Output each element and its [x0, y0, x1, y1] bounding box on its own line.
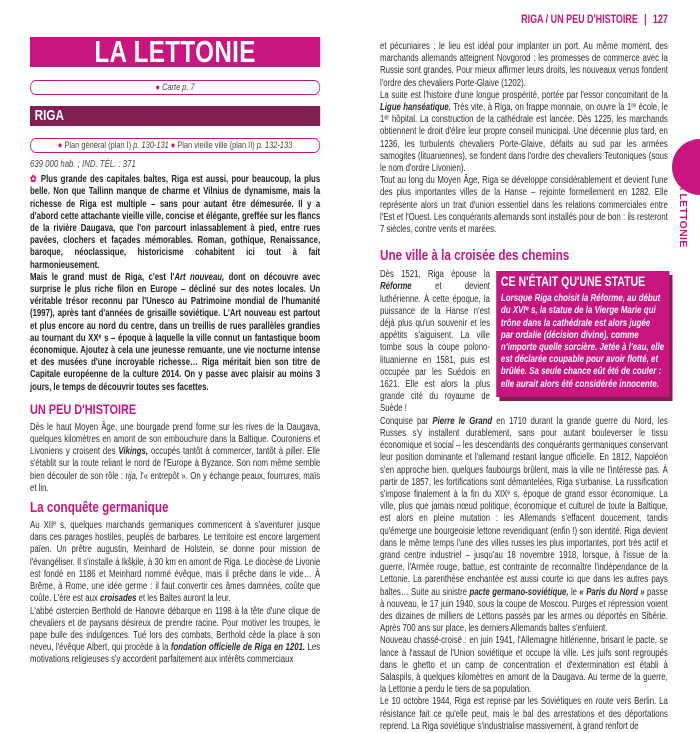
- paragraph: [30, 272, 320, 394]
- paragraph: [30, 422, 320, 495]
- text-run: passe à nouveau, le 17 juin 1940, sous la coupe de Moscou. Purges et répression voient des dizaines de milliers de Lettons passés par les armes ou déportés en Sibérie. Après 700 ans sur place, les derniers Allemands baltes s'enfuient.: [380, 586, 668, 635]
- bullet-icon: ●: [170, 140, 176, 151]
- text-run: Le 10 octobre 1944, Riga est reprise par les Soviétiques en route vers Berlin. La résistance fait ce qu'elle peut, mais le bal des arrestations et des déportations reprend. La Riga soviétique s'industrialise massivement, à grand renfort de: [380, 696, 668, 732]
- text-run: Nouveau chassé-croisé : en juin 1941, l'Allemagne hitlérienne, brisant le pacte, se lance à l'assaut de l'Union soviétique et occupe la ville. Les juifs sont regroupés dans le ghetto et un camp de concentration et d'extermination est établi à Salaspils, à quelques kilomètres en amont de la Daugava. Au terme de la guerre, la Lettonie a perdu le tiers de sa population.: [380, 635, 668, 696]
- plan-old-town-page[interactable]: p. 132-133: [256, 140, 293, 151]
- text-run: Tout au long du Moyen Âge, Riga se développe considérablement et devient l'une des plus importantes villes de la Hanse – rejointe formellement en 1282. Elle représente alors un trait d'union essentiel dans les relations commerciales entre l'Est et l'Ouest. Les conquérants allemands sont installés pour de bon : ils resteront 7 siècles, contre vents et marées.: [380, 175, 668, 236]
- header-separator: |: [644, 14, 647, 26]
- emphasized-text: Pierre le Grand: [432, 415, 493, 427]
- sidebar-box-text: Lorsque Riga choisit la Réforme, au début du XVIᵉ s, la statue de la Vierge Marie qui trône dans la cathédrale est alors jugée par ordalie (décision divine), comme n'importe quelle sorcière. Jetée à l'eau, elle est déclarée coupable pour avoir flotté, et brûlée. Sa seule chance eût été de couler : elle aurait alors été considérée innocente.: [500, 293, 665, 390]
- text-run: le: [568, 586, 580, 598]
- chapter-title: LA LETTONIE: [30, 37, 320, 67]
- paragraph: [30, 606, 320, 667]
- plan-general-label: Plan général (plan I): [64, 140, 134, 151]
- paragraph: [30, 174, 320, 272]
- emphasized-text: rija,: [125, 470, 139, 482]
- emphasized-text: Vikings,: [118, 446, 149, 458]
- emphasized-text: Art nouveau,: [174, 271, 225, 283]
- paragraph: [380, 416, 668, 636]
- plan-reference-box: [30, 138, 320, 153]
- text-run: en 1710 durant la grande guerre du Nord, les Russes s'y installent durablement, sans pour autant bouleverser le tissu économique et social – les descendants des conquérants germaniques conservant leur position dominante et l'allemand restant langue officielle. En 1812, Napoléon s'en approche bien, quelques faubourgs brûlent, mais la ville ne l'intéresse pas. À partir de 1857, les fortifications sont démantelées, Riga s'urbanise. La russification s'impose finalement à la fin du XIXᵉ s, époque de grand essor économique. La ville, plus que jamais nœud politique, économique et culturel de toute la Baltique, est alors en pleine mutation : les Allemands s'effacent doucement, tandis qu'émerge une bourgeoisie lettone revendiquant (enfin !) son identité. Riga devient dans le même temps l'une des villes russes les plus importantes, port très actif et grand centre industriel – jusqu'au 18 novembre 1918, lorsque, à l'issue de la guerre, l'Armée rouge, battue, est contrainte de reconnaître l'indépendance de la Lettonie. La parenthèse enchantée est aussi courte ici que dans les autres pays baltes… Suite au sinistre: [380, 415, 668, 598]
- text-run: L'abbé cistercien Berthold de Hanovre débarque en 1198 à la tête d'une clique de chevaliers et de paysans désireux de prendre racine. Pour motiver les troupes, le pape bulle des indulgences. Tué lors des combats, Berthold cède la place à son neveu, l'évêque Albert, qui procède à la: [30, 605, 321, 654]
- text-run: l'« entrepôt ». On y échange peaux, fourrures, maïs et lin.: [30, 470, 321, 494]
- paragraph: [380, 696, 668, 733]
- conquete-text: [30, 520, 320, 666]
- running-title: RIGA / UN PEU D'HISTOIRE: [521, 14, 638, 26]
- left-column: [30, 34, 321, 667]
- section-heading-croisee: Une ville à la croisée des chemins: [380, 247, 570, 265]
- text-run: Mais le grand must de Riga, c'est l': [30, 271, 175, 283]
- plan-general-page[interactable]: p. 130-131: [133, 140, 169, 151]
- emphasized-text: Réforme: [380, 281, 412, 293]
- right-column: [380, 14, 668, 733]
- text-run: Très vite, à Riga, on frappe monnaie, on ouvre la 1ʳᵉ école, le 1ᵉʳ hôpital. La construction de la cathédrale est lancée. Dès 1225, les marchands obtiennent le droit d'élire leur propre conseil municipal. Une décennie plus tard, en 1236, les turbulents chevaliers Porte-Glaive, défaits au sud par les armées samogites (lituaniennes), se fondent dans l'ordre des chevaliers Teutoniques (sous le nom d'ordre Livonien).: [380, 102, 668, 175]
- text-run: Au XIIᵉ s, quelques marchands germaniques commencent à s'aventurer jusque dans ces parages hostiles, peuplés de barbares. Le territoire est encore largement païen. Un prêtre augustin, Meinhard de Holstein, se donne pour mission de l'évangéliser. Il s'installe à Ikšķile, à 30 km en amont de Riga. Le diocèse de Livonie est fondé en 1186 et Meinhard nommé évêque, mais il prêche dans le vide… À Brême, à Rome, une idée germe : il faut convertir ces âmes damnées, coûte que coûte. L'ère est aux: [30, 520, 321, 605]
- paragraph: [30, 520, 320, 605]
- text-run: La suite est l'histoire d'une longue prospérité, portée par l'essor concomitant de la: [380, 89, 668, 101]
- section-heading-conquete: La conquête germanique: [30, 499, 169, 517]
- paragraph: [380, 175, 668, 236]
- bullet-icon: ●: [155, 82, 161, 93]
- bullet-icon: ●: [57, 140, 63, 151]
- section-heading-histoire: UN PEU D'HISTOIRE: [30, 400, 137, 417]
- text-run: et pécuniaires : le lieu est idéal pour implanter un port. Au même moment, des marchands allemands atteignent Novgorod : les promesses de commerce avec la Russie sont grandes. Pour mieux affirmer leurs droits, les nouveaux venus fondent l'ordre des chevaliers Porte-Glaive (1202).: [380, 41, 668, 89]
- text-run: occupés tantôt à commercer, tantôt à piller. Elle s'établit sur la route reliant le nord de l'Europe à Byzance. Son nom même semble bien découler de son rôle :: [30, 446, 321, 482]
- text-run: Plus grande des capitales baltes, Riga est aussi, pour beaucoup, la plus belle. Non que Tallinn manque de charme et Vilnius de dynamisme, mais la richesse de Riga est multiple – sans pour autant être démesurée. Il y a d'abord cette attachante vieille ville, concise et élégante, greffée sur les flancs de la rivière Daugava, que l'on parcourt inlassablement à pied, entre rues pavées, clochers et façades mémorables. Roman, gothique, Renaissance, baroque, néoclassique, historicisme cohabitent ici tout à fait harmonieusement.: [30, 174, 321, 271]
- paragraph: [380, 41, 668, 90]
- text-run: dont on découvre avec surprise le plus riche filon en Europe – décliné sur des notes locales. Un véritable trésor reconnu par l'Unesco au Patrimoine mondial de l'humanité (1997), après tant d'années de grisaille soviétique. L'Art nouveau est partout et plus encore au nord du centre, dans un treillis de rues parallèles grandies au tournant du XXᵉ s – époque à laquelle la ville connut un fantastique boom économique. Ajoutez à cela une jeunesse remuante, une vie nocturne intense et des musées d'une incroyable richesse… Riga méritait bien son titre de Capitale européenne de la culture 2014. On y passe avec plaisir au moins 3 jours, le temps de découvrir toutes ses facettes.: [30, 271, 321, 393]
- paragraph: [380, 90, 668, 175]
- map-reference-box: [30, 80, 320, 95]
- population-phone-info: 639 000 hab. ; IND. TÉL. : 371: [30, 159, 136, 170]
- plan-old-town-label: Plan vieille ville (plan II): [177, 140, 257, 151]
- chapter-side-label: LA LETTONIE: [677, 176, 689, 248]
- text-run: Dès le haut Moyen Âge, une bourgade prend forme sur les rives de la Daugava, quelques kilomètres en amont de son embouchure dans la Baltique. Couroniens et Livoniens y croisent des: [30, 421, 321, 458]
- text-run: et les Baltes auront la leur.: [136, 593, 231, 605]
- map-reference-label: Carte: [162, 82, 183, 93]
- text-run: Les motivations religieuses s'y accordent parfaitement aux intérêts commerciaux: [30, 642, 321, 666]
- history-continuation-text: [380, 41, 668, 236]
- emphasized-text: pacte germano-soviétique,: [469, 586, 569, 598]
- sidebar-box-statue: [496, 271, 669, 397]
- text-run: Dès 1521, Riga épouse la: [380, 269, 490, 281]
- intro-text: [30, 174, 320, 394]
- map-reference-page[interactable]: p. 7: [182, 82, 195, 93]
- page-number: 127: [652, 14, 668, 26]
- histoire-text: [30, 422, 320, 495]
- favorite-icon: ✿: [30, 174, 41, 186]
- emphasized-text: Ligue hanséatique.: [380, 102, 451, 114]
- city-title: RIGA: [30, 106, 320, 126]
- emphasized-text: fondation officielle de Riga en 1201.: [170, 642, 306, 654]
- running-header: [380, 14, 668, 27]
- paragraph: [380, 635, 668, 696]
- text-run: et devient luthérienne. À cette époque, la puissance de la Hanse n'est déjà plus qu'un souvenir et les appétits s'aiguisent. La ville tombe sous la coupe polono-lituanienne en 1581, puis est occupée par les Suédois en 1621. Elle est alors la plus grande cité du royaume de Suède !: [380, 281, 490, 415]
- emphasized-text: croisades: [100, 593, 137, 605]
- emphasized-text: « Paris du Nord »: [579, 586, 645, 598]
- text-run: Conquise par: [380, 415, 433, 427]
- sidebar-box-title: CE N'ÉTAIT QU'UNE STATUE: [500, 274, 646, 290]
